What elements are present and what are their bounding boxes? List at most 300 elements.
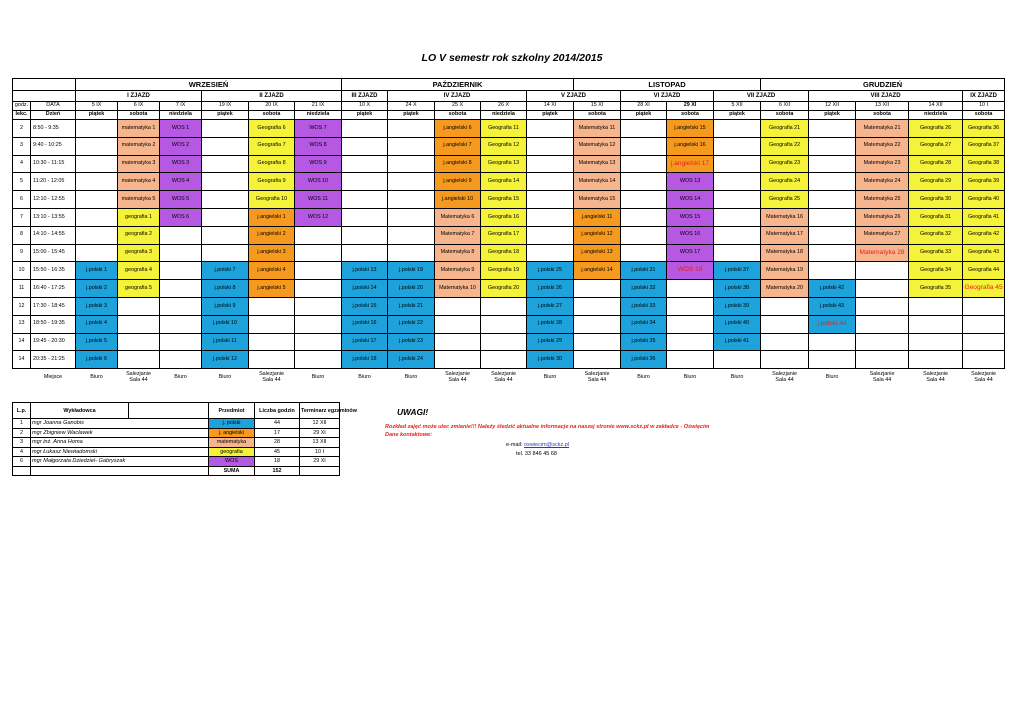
lesson-cell <box>856 297 909 315</box>
lesson-cell <box>809 191 856 209</box>
lesson-cell <box>621 226 667 244</box>
date-cell: 14 XII <box>909 102 963 111</box>
subject-header: Przedmiot <box>209 403 255 419</box>
lesson-cell <box>809 137 856 155</box>
date-cell: 7 IX <box>160 102 202 111</box>
day-cell: sobota <box>249 111 295 120</box>
lesson-cell: Geografia 28 <box>909 155 963 173</box>
lesson-cell <box>435 333 481 351</box>
lesson-number: 14 <box>13 333 31 351</box>
lesson-cell: Geografia 43 <box>963 244 1005 262</box>
lesson-cell: matematyka 4 <box>118 173 160 191</box>
lesson-cell <box>202 244 249 262</box>
day-cell: piątek <box>621 111 667 120</box>
lesson-cell <box>342 137 388 155</box>
lesson-cell <box>963 333 1005 351</box>
lecturer-row <box>13 447 340 457</box>
lesson-cell <box>202 226 249 244</box>
date-cell: 6 XII <box>761 102 809 111</box>
lecturer-table <box>12 402 357 476</box>
lesson-cell: j.polski 9 <box>202 297 249 315</box>
page-title: LO V semestr rok szkolny 2014/2015 <box>421 52 603 64</box>
notice-heading: UWAGI! <box>397 407 429 417</box>
lesson-cell: Geografia 29 <box>909 173 963 191</box>
lesson-cell <box>667 297 714 315</box>
lesson-cell: Matematyka 11 <box>574 120 621 138</box>
lesson-cell: geografia 2 <box>118 226 160 244</box>
lesson-row <box>13 226 1005 244</box>
lesson-cell: WOS 5 <box>160 191 202 209</box>
day-cell: sobota <box>667 111 714 120</box>
day-cell: sobota <box>963 111 1005 120</box>
place-cell: Biuro <box>543 374 557 381</box>
lesson-time: 8:50 - 9:35 <box>31 120 76 138</box>
lesson-cell <box>118 315 160 333</box>
lesson-cell <box>435 297 481 315</box>
place-cell: Salezjanie Sala 44 <box>869 370 895 384</box>
lesson-cell <box>809 155 856 173</box>
lesson-cell: j.angielski 8 <box>435 155 481 173</box>
lesson-cell: Geografia 16 <box>481 208 527 226</box>
lesson-cell: Geografia 37 <box>963 137 1005 155</box>
lesson-time: 12:10 - 12:55 <box>31 191 76 209</box>
lesson-cell: matematyka 2 <box>118 137 160 155</box>
lecturer-header: Wykładowca <box>31 403 129 419</box>
lesson-cell: j.polski 18 <box>342 351 388 369</box>
lesson-cell: j.angielski 10 <box>435 191 481 209</box>
lesson-time: 10:30 - 11:15 <box>31 155 76 173</box>
lesson-cell <box>809 173 856 191</box>
lesson-cell <box>76 226 118 244</box>
empty-cell <box>31 466 209 476</box>
lesson-cell <box>295 226 342 244</box>
lesson-cell <box>527 226 574 244</box>
month-header: PAŹDZIERNIK <box>342 79 574 91</box>
lesson-cell: Geografia 41 <box>963 208 1005 226</box>
lesson-cell <box>76 137 118 155</box>
lesson-cell <box>202 120 249 138</box>
lesson-cell <box>809 244 856 262</box>
lesson-cell <box>527 191 574 209</box>
lesson-cell: Matematyka 26 <box>856 208 909 226</box>
lesson-cell: Matematyka 15 <box>574 191 621 209</box>
day-cell: sobota <box>118 111 160 120</box>
lesson-cell <box>295 333 342 351</box>
lesson-cell: j.angielski 15 <box>667 120 714 138</box>
lesson-cell: j.angielski 4 <box>249 262 295 280</box>
date-cell: 13 XII <box>856 102 909 111</box>
lesson-row <box>13 280 1005 298</box>
lesson-cell: Geografia 30 <box>909 191 963 209</box>
lesson-cell <box>527 244 574 262</box>
place-cell: Biuro <box>730 374 744 381</box>
date-cell: 21 IX <box>295 102 342 111</box>
lesson-time: 14:10 - 14:55 <box>31 226 76 244</box>
lesson-cell <box>76 120 118 138</box>
lesson-number: 14 <box>13 351 31 369</box>
place-cell: Biuro <box>683 374 697 381</box>
lesson-cell <box>202 155 249 173</box>
date-cell: 10 X <box>342 102 388 111</box>
hours-cell: 18 <box>255 457 300 467</box>
lesson-cell <box>667 333 714 351</box>
lesson-cell: Geografia 26 <box>909 120 963 138</box>
lesson-cell: j.polski 42 <box>809 280 856 298</box>
lesson-cell: j.polski 16 <box>342 315 388 333</box>
place-cell: Biuro <box>404 374 418 381</box>
lesson-cell: j.polski 7 <box>202 262 249 280</box>
lesson-cell <box>388 226 435 244</box>
lesson-cell <box>761 297 809 315</box>
date-cell: 24 X <box>388 102 435 111</box>
lesson-cell: j.polski 20 <box>388 280 435 298</box>
lesson-cell: j.polski 13 <box>342 262 388 280</box>
phone-number: tel. 33 846 45 68 <box>516 451 557 457</box>
lesson-cell <box>909 315 963 333</box>
place-cell: Biuro <box>311 374 325 381</box>
empty-cell <box>13 91 76 102</box>
lesson-cell <box>118 297 160 315</box>
place-cell: Biuro <box>637 374 650 381</box>
schedule-table <box>12 78 1005 385</box>
place-cell: Biuro <box>358 374 371 381</box>
lesson-cell: Geografia 45 <box>963 280 1005 298</box>
lesson-cell: Matematyka 17 <box>761 226 809 244</box>
lesson-cell: Matematyka 24 <box>856 173 909 191</box>
month-row <box>13 79 1005 91</box>
lesson-cell: Matematyka 16 <box>761 208 809 226</box>
lesson-cell: j.polski 26 <box>527 280 574 298</box>
lesson-time: 11:20 - 12:05 <box>31 173 76 191</box>
lesson-cell <box>963 315 1005 333</box>
lesson-row <box>13 191 1005 209</box>
lp-cell: 6 <box>13 457 31 467</box>
zjazd-header: VIII ZJAZD <box>809 91 963 102</box>
lesson-cell: WOS 18 <box>667 262 714 280</box>
place-cell: Salezjanie Sala 44 <box>259 370 284 384</box>
lesson-cell: WOS 9 <box>295 155 342 173</box>
lesson-cell <box>621 155 667 173</box>
day-cell: sobota <box>856 111 909 120</box>
place-cell: Biuro <box>825 374 839 381</box>
date-cell: 5 XII <box>714 102 761 111</box>
exam-cell: 12 XII <box>300 419 340 429</box>
lesson-cell <box>295 280 342 298</box>
date-cell: 29 XI <box>667 102 714 111</box>
lesson-cell <box>295 262 342 280</box>
lesson-cell: Geografia 44 <box>963 262 1005 280</box>
email-link[interactable]: oswiecim@sckz.pl <box>524 442 570 448</box>
date-cell: 5 IX <box>76 102 118 111</box>
hours-cell: 28 <box>255 438 300 448</box>
lesson-cell: j.angielski 3 <box>249 244 295 262</box>
zjazd-row <box>13 91 1005 102</box>
lesson-cell: geografia 5 <box>118 280 160 298</box>
date-cell: 12 XII <box>809 102 856 111</box>
lesson-cell: j.polski 37 <box>714 262 761 280</box>
zjazd-header: II ZJAZD <box>202 91 342 102</box>
lesson-cell <box>667 351 714 369</box>
hours-cell: 17 <box>255 428 300 438</box>
lecturer-name: mgr inż. Anna Homa <box>31 438 209 448</box>
lp-cell: 3 <box>13 438 31 448</box>
lecturer-row <box>13 457 340 467</box>
lesson-cell: j.angielski 14 <box>574 262 621 280</box>
dzien-label: Dzień <box>31 111 76 120</box>
lesson-cell: WOS 8 <box>295 137 342 155</box>
lesson-cell: j.polski 43 <box>809 297 856 315</box>
lesson-cell <box>249 351 295 369</box>
day-cell: sobota <box>574 111 621 120</box>
day-cell: niedziela <box>909 111 963 120</box>
lesson-cell: Geografia 38 <box>963 155 1005 173</box>
lesson-cell <box>574 351 621 369</box>
lesson-time: 13:10 - 13:55 <box>31 208 76 226</box>
email-line <box>506 442 569 448</box>
lesson-cell <box>160 297 202 315</box>
notice-text <box>385 423 709 440</box>
lesson-cell: j.angielski 6 <box>435 120 481 138</box>
lesson-cell: WOS 2 <box>160 137 202 155</box>
place-cell: Salezjanie Sala 44 <box>126 370 151 384</box>
lesson-cell: j.polski 39 <box>714 297 761 315</box>
lesson-cell: Geografia 27 <box>909 137 963 155</box>
lesson-row <box>13 244 1005 262</box>
lesson-cell: Matematyka 14 <box>574 173 621 191</box>
lesson-cell: Geografia 12 <box>481 137 527 155</box>
lesson-cell <box>909 333 963 351</box>
lesson-cell: Geografia 22 <box>761 137 809 155</box>
date-cell: 14 XI <box>527 102 574 111</box>
place-cell: Salezjanie Sala 44 <box>971 370 996 384</box>
lesson-cell: Matematyka 20 <box>761 280 809 298</box>
lesson-cell <box>76 155 118 173</box>
lesson-cell: Geografia 18 <box>481 244 527 262</box>
lesson-cell: j.polski 44 <box>809 315 856 333</box>
lesson-row <box>13 137 1005 155</box>
lesson-cell <box>909 297 963 315</box>
lesson-cell: j.polski 21 <box>388 297 435 315</box>
lesson-cell <box>527 137 574 155</box>
lesson-cell: Geografia 19 <box>481 262 527 280</box>
lesson-cell <box>667 280 714 298</box>
month-header: WRZESIEŃ <box>76 79 342 91</box>
lesson-cell <box>481 351 527 369</box>
lesson-cell <box>388 173 435 191</box>
lesson-cell <box>76 244 118 262</box>
lesson-cell: j.angielski 16 <box>667 137 714 155</box>
lesson-cell <box>342 173 388 191</box>
day-cell: piątek <box>714 111 761 120</box>
lesson-cell: Matematyka 7 <box>435 226 481 244</box>
lesson-cell: Geografia 34 <box>909 262 963 280</box>
date-cell: 26 X <box>481 102 527 111</box>
lesson-time: 15:50 - 16:35 <box>31 262 76 280</box>
lesson-cell <box>621 191 667 209</box>
lesson-time: 16:40 - 17:25 <box>31 280 76 298</box>
day-cell: piątek <box>202 111 249 120</box>
lesson-cell: Geografia 17 <box>481 226 527 244</box>
lesson-cell <box>856 333 909 351</box>
lesson-row <box>13 297 1005 315</box>
lesson-cell: Matematyka 13 <box>574 155 621 173</box>
lesson-cell: j.angielski 13 <box>574 244 621 262</box>
lesson-cell: Matematyka 27 <box>856 226 909 244</box>
lesson-cell <box>249 333 295 351</box>
lesson-cell: j.polski 10 <box>202 315 249 333</box>
lesson-number: 9 <box>13 244 31 262</box>
lesson-cell <box>714 244 761 262</box>
date-cell: 6 IX <box>118 102 160 111</box>
lesson-cell: j.polski 15 <box>342 297 388 315</box>
lesson-cell <box>856 280 909 298</box>
lesson-cell: Geografia 33 <box>909 244 963 262</box>
subject-cell: WOS <box>209 457 255 467</box>
lesson-time: 9:40 - 10:25 <box>31 137 76 155</box>
lecturer-name: mgr Małgorzata Dziedziel- Gabryszak <box>31 457 209 467</box>
lesson-cell: geografia 3 <box>118 244 160 262</box>
lesson-cell <box>809 351 856 369</box>
lesson-cell: Geografia 31 <box>909 208 963 226</box>
lesson-cell: geografia 4 <box>118 262 160 280</box>
lesson-cell: j.polski 22 <box>388 315 435 333</box>
lp-header: L.p. <box>13 403 31 419</box>
exam-cell: 29 XI <box>300 457 340 467</box>
lesson-cell: Geografia 35 <box>909 280 963 298</box>
day-cell: niedziela <box>481 111 527 120</box>
legend-header-row <box>13 403 340 419</box>
hours-header: Liczba godzin <box>255 403 300 419</box>
lesson-cell <box>202 208 249 226</box>
lesson-cell: Matematyka 25 <box>856 191 909 209</box>
lesson-cell <box>714 137 761 155</box>
lesson-cell <box>714 120 761 138</box>
lesson-row <box>13 333 1005 351</box>
lesson-cell <box>481 333 527 351</box>
lesson-cell <box>342 191 388 209</box>
lesson-cell <box>295 244 342 262</box>
lesson-cell <box>160 333 202 351</box>
lesson-number: 7 <box>13 208 31 226</box>
lesson-cell: j.polski 28 <box>527 315 574 333</box>
lesson-cell: j.angielski 11 <box>574 208 621 226</box>
lesson-cell: WOS 17 <box>667 244 714 262</box>
hours-cell: 45 <box>255 447 300 457</box>
lesson-cell <box>809 208 856 226</box>
lesson-cell: j.polski 27 <box>527 297 574 315</box>
lesson-number: 5 <box>13 173 31 191</box>
lesson-cell <box>809 226 856 244</box>
lecturer-name: mgr Zbigniew Wacławek <box>31 428 209 438</box>
lesson-cell: j.polski 17 <box>342 333 388 351</box>
lesson-cell: Geografia 21 <box>761 120 809 138</box>
lesson-cell: Geografia 25 <box>761 191 809 209</box>
lesson-cell <box>527 173 574 191</box>
lesson-cell: matematyka 3 <box>118 155 160 173</box>
lesson-cell: Matematyka 19 <box>761 262 809 280</box>
place-row <box>13 369 1005 386</box>
lesson-number: 12 <box>13 297 31 315</box>
lesson-cell: j.polski 30 <box>527 351 574 369</box>
lesson-time: 17:30 - 18:45 <box>31 297 76 315</box>
lesson-cell <box>667 315 714 333</box>
month-header: GRUDZIEŃ <box>761 79 1005 91</box>
lesson-time: 20:35 - 21:25 <box>31 351 76 369</box>
lesson-cell: j.polski 31 <box>621 262 667 280</box>
lesson-cell <box>295 351 342 369</box>
lesson-cell: Geografia 10 <box>249 191 295 209</box>
lesson-cell: matematyka 1 <box>118 120 160 138</box>
lesson-cell: Geografia 23 <box>761 155 809 173</box>
lesson-cell: Matematyka 10 <box>435 280 481 298</box>
lesson-cell: Matematyka 22 <box>856 137 909 155</box>
lesson-cell <box>527 155 574 173</box>
lesson-cell: Geografia 39 <box>963 173 1005 191</box>
lesson-cell: j.angielski 7 <box>435 137 481 155</box>
lesson-cell <box>809 333 856 351</box>
place-cell: Biuro <box>90 374 103 381</box>
lesson-cell <box>249 315 295 333</box>
data-label: DATA <box>31 102 76 111</box>
lesson-cell <box>621 244 667 262</box>
lesson-cell: Matematyka 23 <box>856 155 909 173</box>
lesson-cell: j.polski 32 <box>621 280 667 298</box>
lesson-cell: j.polski 6 <box>76 351 118 369</box>
lesson-cell: WOS 12 <box>295 208 342 226</box>
lesson-cell <box>388 155 435 173</box>
lesson-cell <box>714 226 761 244</box>
lesson-cell: geografia 1 <box>118 208 160 226</box>
lesson-cell: j.polski 35 <box>621 333 667 351</box>
lesson-cell <box>160 351 202 369</box>
zjazd-header: III ZJAZD <box>342 91 388 102</box>
lesson-number: 13 <box>13 315 31 333</box>
lesson-time: 15:00 - 15:45 <box>31 244 76 262</box>
lesson-cell: WOS 3 <box>160 155 202 173</box>
sum-row <box>13 466 340 476</box>
lesson-cell <box>388 137 435 155</box>
lesson-cell: Geografia 24 <box>761 173 809 191</box>
lesson-cell <box>621 120 667 138</box>
lesson-row <box>13 155 1005 173</box>
lesson-cell <box>388 191 435 209</box>
day-cell: sobota <box>761 111 809 120</box>
lesson-cell <box>435 315 481 333</box>
lesson-number: 8 <box>13 226 31 244</box>
lesson-cell: Geografia 7 <box>249 137 295 155</box>
lesson-cell <box>909 351 963 369</box>
lesson-cell <box>481 297 527 315</box>
day-cell: piątek <box>388 111 435 120</box>
lesson-cell: j.polski 3 <box>76 297 118 315</box>
lesson-cell: WOS 6 <box>160 208 202 226</box>
lesson-cell <box>160 315 202 333</box>
lesson-cell <box>481 315 527 333</box>
lesson-cell <box>342 244 388 262</box>
lesson-cell <box>527 120 574 138</box>
lesson-cell: j.polski 38 <box>714 280 761 298</box>
date-cell: 20 IX <box>249 102 295 111</box>
contact-heading: Dane kontaktowe: <box>385 432 433 439</box>
subject-cell: matematyka <box>209 438 255 448</box>
lesson-cell: Matematyka 9 <box>435 262 481 280</box>
lesson-cell <box>714 173 761 191</box>
lesson-cell <box>574 315 621 333</box>
subject-cell: j. polski <box>209 419 255 429</box>
lesson-time: 18:50 - 19:35 <box>31 315 76 333</box>
lesson-cell: WOS 14 <box>667 191 714 209</box>
lesson-cell <box>160 280 202 298</box>
